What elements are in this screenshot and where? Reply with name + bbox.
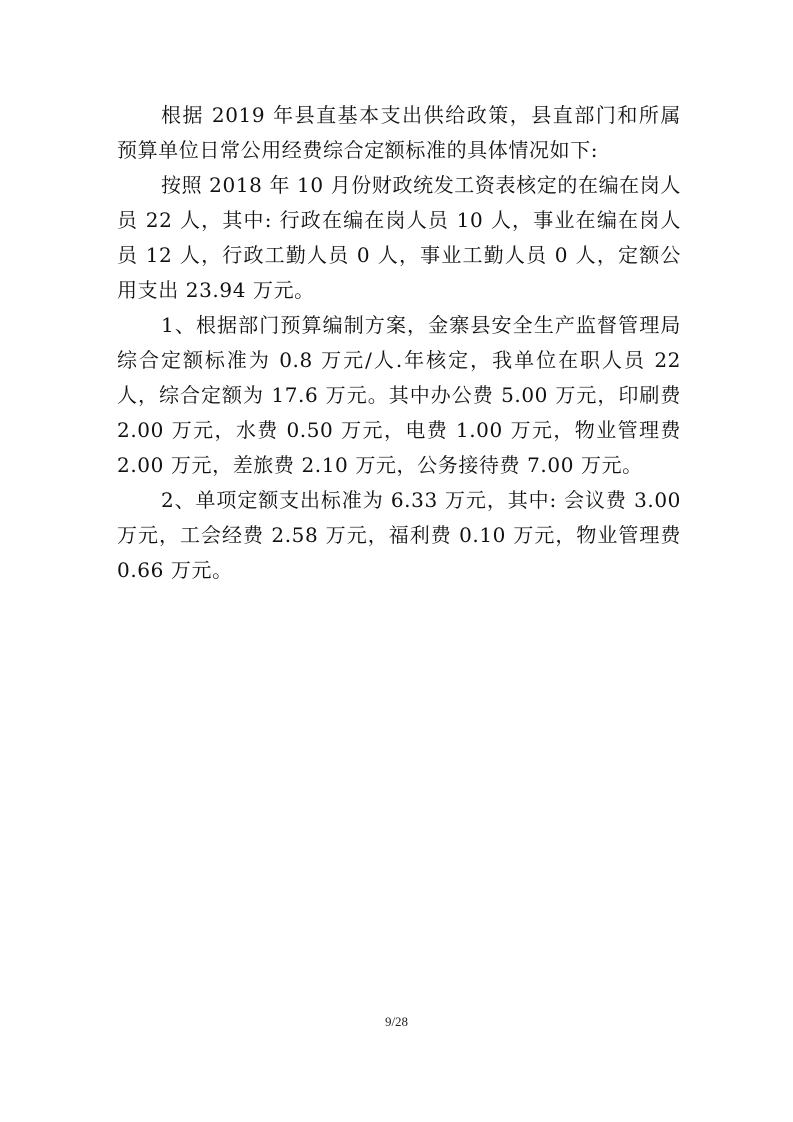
page-number: 9/28 bbox=[384, 1014, 409, 1029]
document-body bbox=[117, 98, 681, 588]
paragraph-comprehensive-quota: 1、根据部门预算编制方案，金寨县安全生产监督管理局综合定额标准为 0.8 万元/人.年核定，我单位在职人员 22 人，综合定额为 17.6 万元。其中办公费 5.00 万元，印刷费 2.00 万元，水费 0.50 万元，电费 1.00 万元，物业管理费 2.00 万元，差旅费 2.10 万元，公务接待费 7.00 万元。 bbox=[117, 313, 681, 477]
paragraph-single-item-quota: 2、单项定额支出标准为 6.33 万元，其中: 会议费 3.00 万元，工会经费 2.58 万元，福利费 0.10 万元，物业管理费 0.66 万元。 bbox=[117, 488, 681, 582]
paragraph-budget-policy: 根据 2019 年县直基本支出供给政策，县直部门和所属预算单位日常公用经费综合定额标准的具体情况如下: bbox=[117, 103, 681, 162]
paragraph-staffing: 按照 2018 年 10 月份财政统发工资表核定的在编在岗人员 22 人，其中: 行政在编在岗人员 10 人，事业在编在岗人员 12 人，行政工勤人员 0 人，事业工勤人员 0 人，定额公用支出 23.94 万元。 bbox=[117, 173, 681, 302]
